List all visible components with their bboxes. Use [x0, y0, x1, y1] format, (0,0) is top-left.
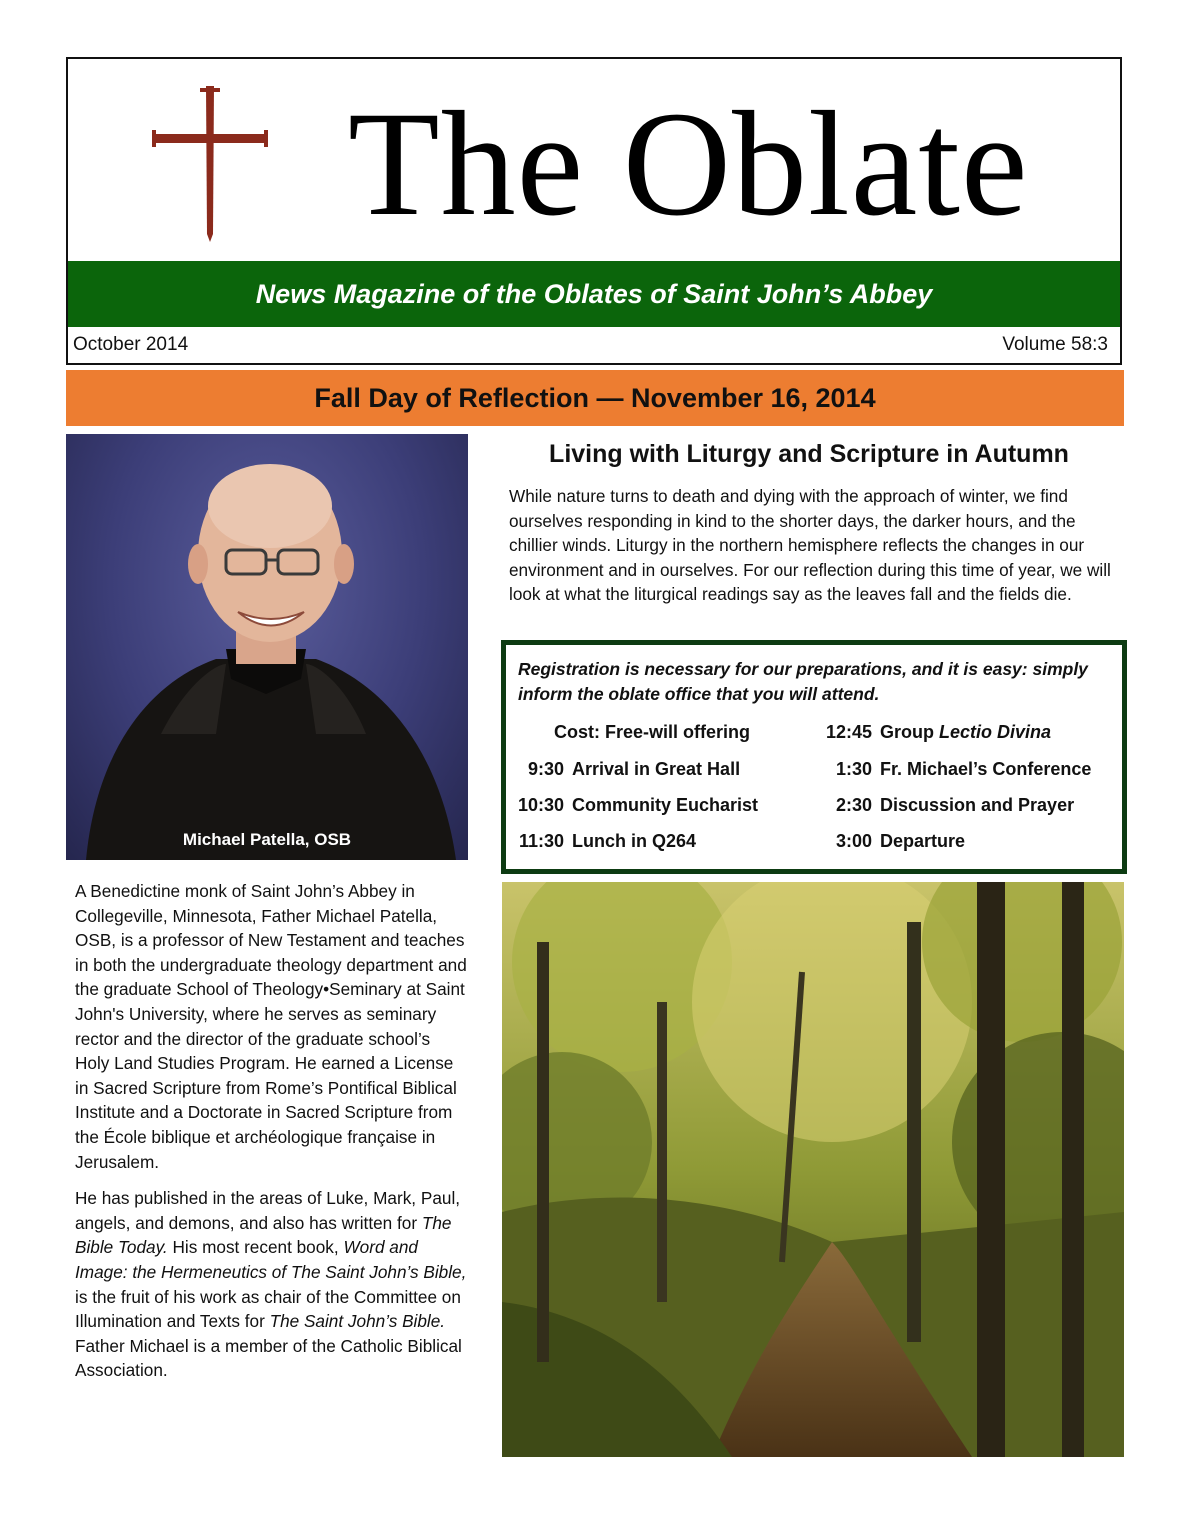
schedule-time: 10:30	[517, 795, 564, 815]
bio-italic-title: The Bible Today.	[75, 1212, 452, 1258]
schedule-desc-text: Group	[880, 722, 939, 742]
portrait-caption: Michael Patella, OSB	[182, 830, 352, 849]
registration-note: Registration is necessary for our preparations, and it is easy: simply inform the oblate office that you will attend.	[518, 659, 1088, 704]
event-banner-text: Fall Day of Reflection — November 16, 2014	[314, 382, 876, 413]
forest-path-photo	[502, 882, 1124, 1457]
masthead-subtitle: News Magazine of the Oblates of Saint John’s Abbey	[255, 278, 933, 309]
schedule-item	[512, 759, 740, 780]
article-title: Living with Liturgy and Scripture in Autumn	[549, 440, 1069, 468]
schedule-item	[814, 722, 1051, 743]
issue-info	[68, 327, 1120, 363]
portrait-photo	[66, 434, 468, 860]
schedule-desc: Lunch in Q264	[572, 831, 697, 851]
schedule-time: 11:30	[518, 831, 564, 851]
bio-italic-title: The Saint John’s Bible.	[269, 1311, 446, 1332]
bio-paragraph-2	[75, 1186, 467, 1383]
registration-box	[501, 640, 1127, 874]
portrait-illustration	[66, 434, 468, 860]
schedule-time: 12:45	[825, 722, 872, 742]
schedule-desc: Discussion and Prayer	[880, 795, 1075, 815]
bio-text-span: Father Michael is a member of the Catholic Biblical Association.	[75, 1335, 462, 1381]
masthead-subtitle-band	[68, 261, 1120, 327]
schedule-time: 3:00	[835, 831, 872, 851]
schedule-desc	[880, 722, 1051, 742]
bio-paragraph-1: A Benedictine monk of Saint John’s Abbey in Collegeville, Minnesota, Father Michael Patella, OSB, is a professor of New Testament and teaches in both the undergraduate theology department and the graduate School of Theology•Seminary at Saint John's University, where he serves as seminary rector and the director of the graduate school’s Holy Land Studies Program. He earned a License in Sacred Scripture from Rome’s Pontifical Biblical Institute and a Doctorate in Sacred Scripture from the École biblique et archéologique française in Jerusalem.	[75, 881, 467, 1172]
cost-line: Cost: Free-will offering	[554, 722, 751, 742]
schedule-item	[512, 831, 696, 852]
schedule-desc-italic: Lectio Divina	[939, 722, 1052, 742]
issue-date: October 2014	[73, 334, 189, 355]
issue-volume: Volume 58:3	[1002, 334, 1108, 355]
forest-illustration	[502, 882, 1124, 1457]
cross-icon	[150, 84, 270, 244]
masthead-title: The Oblate	[348, 81, 1029, 247]
schedule-item	[512, 795, 758, 816]
schedule-item	[814, 759, 1091, 780]
bio-text-span: His most recent book,	[167, 1237, 344, 1258]
schedule-time: 9:30	[527, 759, 564, 779]
schedule-desc: Arrival in Great Hall	[572, 759, 741, 779]
schedule-time: 1:30	[835, 759, 872, 779]
schedule-item	[814, 795, 1074, 816]
bio-text-span: He has published in the areas of Luke, Mark, Paul, angels, and demons, and also has written for	[75, 1188, 461, 1233]
schedule-desc: Community Eucharist	[572, 795, 759, 815]
event-banner	[66, 370, 1124, 426]
bio-italic-title: Word and Image: the Hermeneutics of The Saint John’s Bible,	[75, 1237, 467, 1282]
schedule-item	[814, 831, 965, 852]
bio-text	[75, 879, 467, 1395]
schedule-desc: Fr. Michael’s Conference	[880, 759, 1092, 779]
article-body: While nature turns to death and dying with the approach of winter, we find ourselves responding in kind to the shorter days, the darker hours, and the chillier winds. Liturgy in the northern hemisphere reflects the changes in our environment and in ourselves. For our reflection during this time of year, we will look at what the liturgical readings say as the leaves fall and the fields die.	[509, 486, 1111, 605]
schedule-time: 2:30	[835, 795, 872, 815]
masthead	[66, 57, 1122, 365]
bio-text-span: is the fruit of his work as chair of the Committee on Illumination and Texts for	[75, 1286, 461, 1332]
schedule-desc: Departure	[880, 831, 966, 851]
